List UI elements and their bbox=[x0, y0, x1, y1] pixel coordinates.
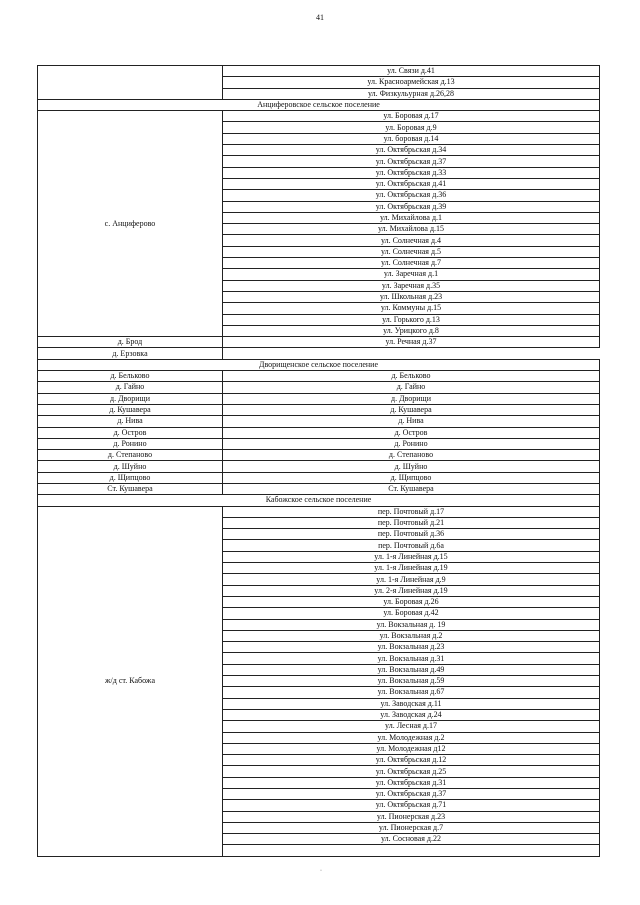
table-row bbox=[38, 438, 600, 449]
street-cell: ул. Вокзальная д.49 bbox=[223, 664, 600, 675]
street-cell: ул. Октябрьская д.71 bbox=[223, 800, 600, 811]
street-cell: ул. Октябрьская д.41 bbox=[223, 178, 600, 189]
street-cell: ул. 1-я Линейная д.15 bbox=[223, 551, 600, 562]
street-cell: ул. 2-я Линейная д.19 bbox=[223, 585, 600, 596]
street-cell: ул. Октябрьская д.31 bbox=[223, 777, 600, 788]
street-cell: ул. Боровая д.9 bbox=[223, 122, 600, 133]
locality-cell: д. Дворищи bbox=[38, 393, 223, 404]
locality-cell: д. Шуйно bbox=[38, 461, 223, 472]
street-cell: ул. Горького д.13 bbox=[223, 314, 600, 325]
street-cell: ул. Заречная д.1 bbox=[223, 269, 600, 280]
locality-cell: д. Нива bbox=[38, 416, 223, 427]
street-cell: д. Шуйно bbox=[223, 461, 600, 472]
street-cell: ул. Солнечная д.4 bbox=[223, 235, 600, 246]
locality-cell: д. Остров bbox=[38, 427, 223, 438]
section-title: Анциферовское сельское поселение bbox=[38, 99, 600, 110]
street-cell: ул. Боровая д.17 bbox=[223, 111, 600, 122]
section-row bbox=[38, 99, 600, 110]
street-cell: ул. Михайлова д.15 bbox=[223, 224, 600, 235]
street-cell: ул. Вокзальная д.67 bbox=[223, 687, 600, 698]
locality-cell: с. Анциферово bbox=[38, 111, 223, 337]
street-cell: ул. Октябрьская д.37 bbox=[223, 156, 600, 167]
locality-cell: д. Брод bbox=[38, 337, 223, 348]
locality-cell: д. Щипцово bbox=[38, 472, 223, 483]
table-row bbox=[38, 66, 600, 77]
street-cell: ул. 1-я Линейная д.9 bbox=[223, 574, 600, 585]
street-cell: д. Ронино bbox=[223, 438, 600, 449]
table-row bbox=[38, 382, 600, 393]
address-table bbox=[37, 65, 600, 857]
street-cell: пер. Почтовый д.36 bbox=[223, 529, 600, 540]
street-cell: пер. Почтовый д.17 bbox=[223, 506, 600, 517]
table-row bbox=[38, 472, 600, 483]
locality-cell: д. Бельково bbox=[38, 371, 223, 382]
table-row bbox=[38, 111, 600, 122]
locality-cell: Ст. Кушавера bbox=[38, 483, 223, 494]
street-cell: ул. Молодежная д12 bbox=[223, 743, 600, 754]
street-cell: ул. Октябрьская д.34 bbox=[223, 145, 600, 156]
street-cell: ул. Октябрьская д.37 bbox=[223, 789, 600, 800]
street-cell: ул. Связи д.41 bbox=[223, 66, 600, 77]
section-row bbox=[38, 495, 600, 506]
street-cell: ул. Урицкого д.8 bbox=[223, 325, 600, 336]
street-cell: ул. Речная д.37 bbox=[223, 337, 600, 348]
street-cell: ул. Боровая д.42 bbox=[223, 608, 600, 619]
street-cell: ул. Вокзальная д.23 bbox=[223, 642, 600, 653]
street-cell: ул. 1-я Линейная д.19 bbox=[223, 563, 600, 574]
street-cell: ул. Физкульурная д.26,28 bbox=[223, 88, 600, 99]
locality-cell: д. Гайно bbox=[38, 382, 223, 393]
locality-cell: д. Ерзовка bbox=[38, 348, 223, 359]
section-title: Кабожское сельское поселение bbox=[38, 495, 600, 506]
street-cell: ул. Пионерская д.23 bbox=[223, 811, 600, 822]
locality-cell: д. Ронино bbox=[38, 438, 223, 449]
street-cell: д. Гайно bbox=[223, 382, 600, 393]
street-cell: ул. Боровая д.26 bbox=[223, 596, 600, 607]
locality-cell: ж/д ст. Кабожа bbox=[38, 506, 223, 856]
street-cell: ул. Лесная д.17 bbox=[223, 721, 600, 732]
street-cell: ул. Солнечная д.5 bbox=[223, 246, 600, 257]
street-cell: ул. Вокзальная д. 19 bbox=[223, 619, 600, 630]
street-cell: Ст. Кушавера bbox=[223, 483, 600, 494]
table-row bbox=[38, 371, 600, 382]
street-cell: д. Остров bbox=[223, 427, 600, 438]
table-row bbox=[38, 404, 600, 415]
section-row bbox=[38, 359, 600, 370]
street-cell: ул. Красноармейская д.13 bbox=[223, 77, 600, 88]
table-row bbox=[38, 337, 600, 348]
street-cell: ул. Коммуны д.15 bbox=[223, 303, 600, 314]
scan-mark: · bbox=[320, 868, 322, 874]
street-cell: пер. Почтовый д.6а bbox=[223, 540, 600, 551]
street-cell: ул. Вокзальная д.59 bbox=[223, 676, 600, 687]
street-cell bbox=[223, 348, 600, 359]
page-number: 41 bbox=[316, 13, 324, 22]
table-row bbox=[38, 416, 600, 427]
street-cell: ул. Вокзальная д.31 bbox=[223, 653, 600, 664]
street-cell: ул. боровая д.14 bbox=[223, 133, 600, 144]
street-cell: ул. Школьная д.23 bbox=[223, 291, 600, 302]
street-cell: ул. Заводская д.11 bbox=[223, 698, 600, 709]
table-row bbox=[38, 506, 600, 517]
address-table-wrapper bbox=[37, 65, 599, 857]
locality-cell: д. Кушавера bbox=[38, 404, 223, 415]
street-cell: ул. Михайлова д.1 bbox=[223, 212, 600, 223]
street-cell: ул. Вокзальная д.2 bbox=[223, 630, 600, 641]
table-row bbox=[38, 427, 600, 438]
table-row bbox=[38, 461, 600, 472]
table-row bbox=[38, 450, 600, 461]
street-cell: д. Щипцово bbox=[223, 472, 600, 483]
street-cell: ул. Молодежная д.2 bbox=[223, 732, 600, 743]
street-cell: ул. Сосновая д.22 bbox=[223, 834, 600, 845]
street-cell: д. Нива bbox=[223, 416, 600, 427]
street-cell: ул. Заводская д.24 bbox=[223, 709, 600, 720]
street-cell: ул. Солнечная д.7 bbox=[223, 258, 600, 269]
table-row bbox=[38, 483, 600, 494]
street-cell: пер. Почтовый д.21 bbox=[223, 517, 600, 528]
street-cell: д. Дворищи bbox=[223, 393, 600, 404]
locality-cell bbox=[38, 66, 223, 100]
street-cell: ул. Октябрьская д.25 bbox=[223, 766, 600, 777]
street-cell: ул. Октябрьская д.36 bbox=[223, 190, 600, 201]
section-title: Дворищенское сельское поселение bbox=[38, 359, 600, 370]
street-cell: д. Степаново bbox=[223, 450, 600, 461]
street-cell: ул. Пионерская д.7 bbox=[223, 822, 600, 833]
street-cell: ул. Заречная д.35 bbox=[223, 280, 600, 291]
street-cell: ул. Октябрьская д.12 bbox=[223, 755, 600, 766]
street-cell: д. Бельково bbox=[223, 371, 600, 382]
street-cell bbox=[223, 845, 600, 856]
locality-cell: д. Степаново bbox=[38, 450, 223, 461]
street-cell: д. Кушавера bbox=[223, 404, 600, 415]
table-row bbox=[38, 393, 600, 404]
table-row bbox=[38, 348, 600, 359]
street-cell: ул. Октябрьская д.33 bbox=[223, 167, 600, 178]
street-cell: ул. Октябрьская д.39 bbox=[223, 201, 600, 212]
